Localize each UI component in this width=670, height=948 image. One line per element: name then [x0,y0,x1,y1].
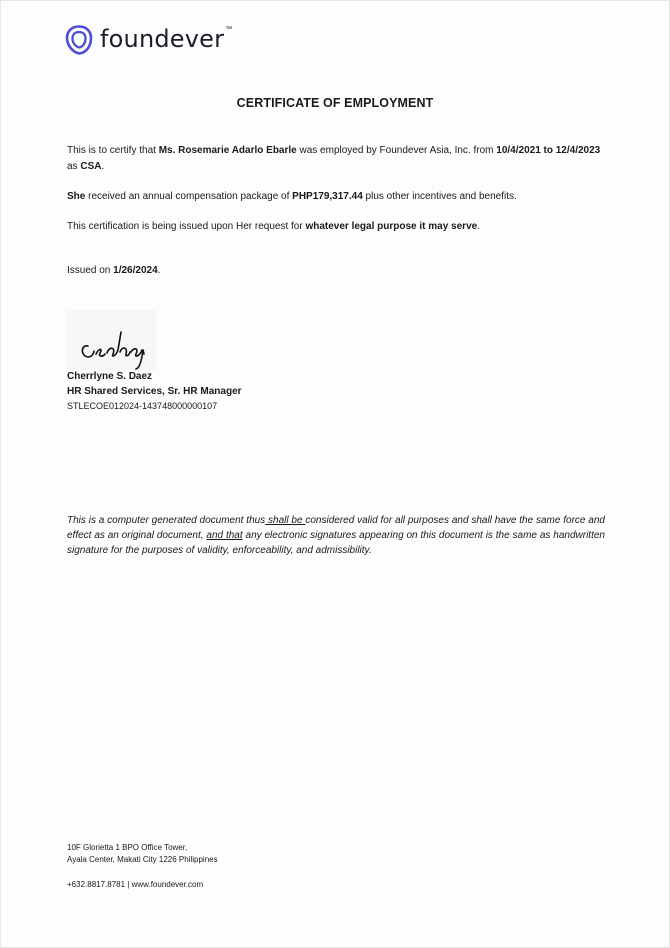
employment-period: 10/4/2021 to 12/4/2023 [496,145,601,156]
issued-label: Issued on [67,265,114,276]
certify-as: as [67,161,81,172]
address-line-2: Ayala Center, Makati City 1226 Philippines [67,855,218,864]
signatory-title: HR Shared Services, Sr. HR Manager [67,386,242,397]
reference-code: STLECOE012024-143748000000107 [67,401,218,411]
footer-contact: +632.8817.8781 | www.foundever.com [67,880,204,889]
logo-wordmark: foundever [100,25,225,53]
disclaimer-part3: any electronic signatures appearing on this document is the same as handwritten signature for the purposes of validity, enforceability, and admissibility. [67,530,605,556]
purpose-text: This certification is being issued upon Her request for [67,221,306,232]
company-logo [64,24,232,56]
certify-lead: This is to certify that [67,145,159,156]
signatory-name: Cherrlyne S. Daez [67,371,153,382]
footer-address [67,842,218,866]
issued-paragraph [67,263,607,279]
compensation-amount: PHP179,317.44 [292,191,363,202]
certify-period-mark: . [101,161,105,172]
disclaimer-part1: This is a computer generated document thus [67,515,266,526]
issued-end: . [157,265,161,276]
logo-trademark: ™ [225,25,233,33]
address-line-1: 10F Glorietta 1 BPO Office Tower, [67,843,188,852]
document-title: CERTIFICATE OF EMPLOYMENT [236,96,434,110]
compensation-text: received an annual compensation package of [85,191,293,202]
compensation-subject: She [67,191,86,202]
signatory-block [67,369,242,414]
disclaimer-shall-be: shall be [265,515,306,526]
certify-paragraph [67,143,607,175]
compensation-rest: plus other incentives and benefits. [362,191,517,202]
disclaimer-part2: considered valid for all purposes and shall have the same force and effect as an original document, [67,515,605,541]
purpose-paragraph [67,219,607,235]
issued-date: 1/26/2024 [113,265,158,276]
employee-position: CSA [80,161,102,172]
purpose-bold: whatever legal purpose it may serve [305,221,478,232]
disclaimer-and-that: and that [206,530,243,541]
purpose-end: . [477,221,480,232]
foundever-logo-icon [64,24,94,56]
compensation-paragraph [67,189,607,205]
handwritten-signature [66,310,156,370]
employee-name: Ms. Rosemarie Adarlo Ebarle [158,145,297,156]
disclaimer-text [67,513,605,558]
certify-employer: was employed by Foundever Asia, Inc. from [296,145,497,156]
